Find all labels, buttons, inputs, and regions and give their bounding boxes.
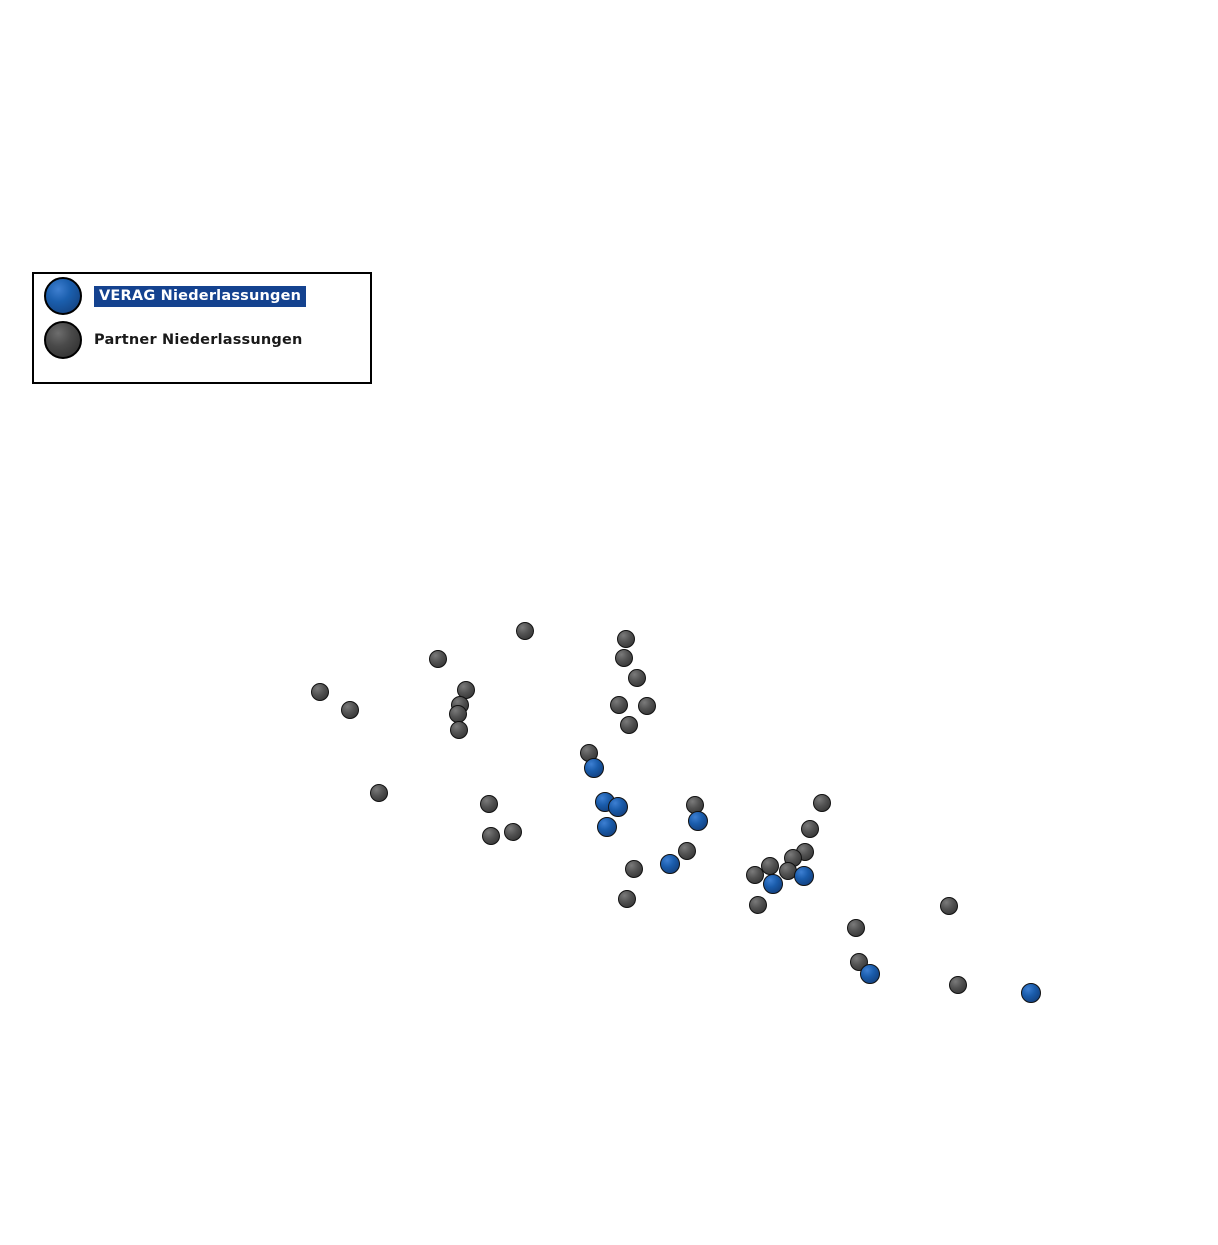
map-marker-verag[interactable]	[1021, 983, 1041, 1003]
map-marker-verag[interactable]	[763, 874, 783, 894]
map-marker-partner[interactable]	[638, 697, 656, 715]
map-marker-partner[interactable]	[625, 860, 643, 878]
map-marker-partner[interactable]	[516, 622, 534, 640]
map-marker-verag[interactable]	[608, 797, 628, 817]
map-marker-partner[interactable]	[749, 896, 767, 914]
partner-marker-icon	[44, 321, 82, 359]
map-marker-partner[interactable]	[429, 650, 447, 668]
map-marker-partner[interactable]	[504, 823, 522, 841]
verag-marker-icon	[44, 277, 82, 315]
map-marker-partner[interactable]	[450, 721, 468, 739]
map-marker-verag[interactable]	[660, 854, 680, 874]
map-marker-partner[interactable]	[311, 683, 329, 701]
legend-item-verag[interactable]	[34, 274, 370, 318]
map-marker-partner[interactable]	[628, 669, 646, 687]
map-marker-partner[interactable]	[610, 696, 628, 714]
map-marker-verag[interactable]	[860, 964, 880, 984]
map-marker-partner[interactable]	[617, 630, 635, 648]
map-marker-partner[interactable]	[678, 842, 696, 860]
legend-item-label-verag: VERAG Niederlassungen	[94, 286, 306, 307]
map-marker-partner[interactable]	[813, 794, 831, 812]
map-marker-partner[interactable]	[949, 976, 967, 994]
map-marker-partner[interactable]	[615, 649, 633, 667]
map-marker-partner[interactable]	[482, 827, 500, 845]
map-marker-partner[interactable]	[847, 919, 865, 937]
map-marker-partner[interactable]	[618, 890, 636, 908]
map-marker-partner[interactable]	[341, 701, 359, 719]
legend-item-partner[interactable]	[34, 318, 370, 362]
map-legend	[32, 272, 372, 384]
map-marker-partner[interactable]	[801, 820, 819, 838]
legend-item-label-partner: Partner Niederlassungen	[94, 332, 303, 348]
map-marker-verag[interactable]	[584, 758, 604, 778]
map-marker-verag[interactable]	[597, 817, 617, 837]
map-marker-verag[interactable]	[688, 811, 708, 831]
map-marker-partner[interactable]	[480, 795, 498, 813]
map-marker-partner[interactable]	[370, 784, 388, 802]
map-marker-partner[interactable]	[620, 716, 638, 734]
map-marker-partner[interactable]	[940, 897, 958, 915]
map-marker-partner[interactable]	[746, 866, 764, 884]
map-marker-verag[interactable]	[794, 866, 814, 886]
